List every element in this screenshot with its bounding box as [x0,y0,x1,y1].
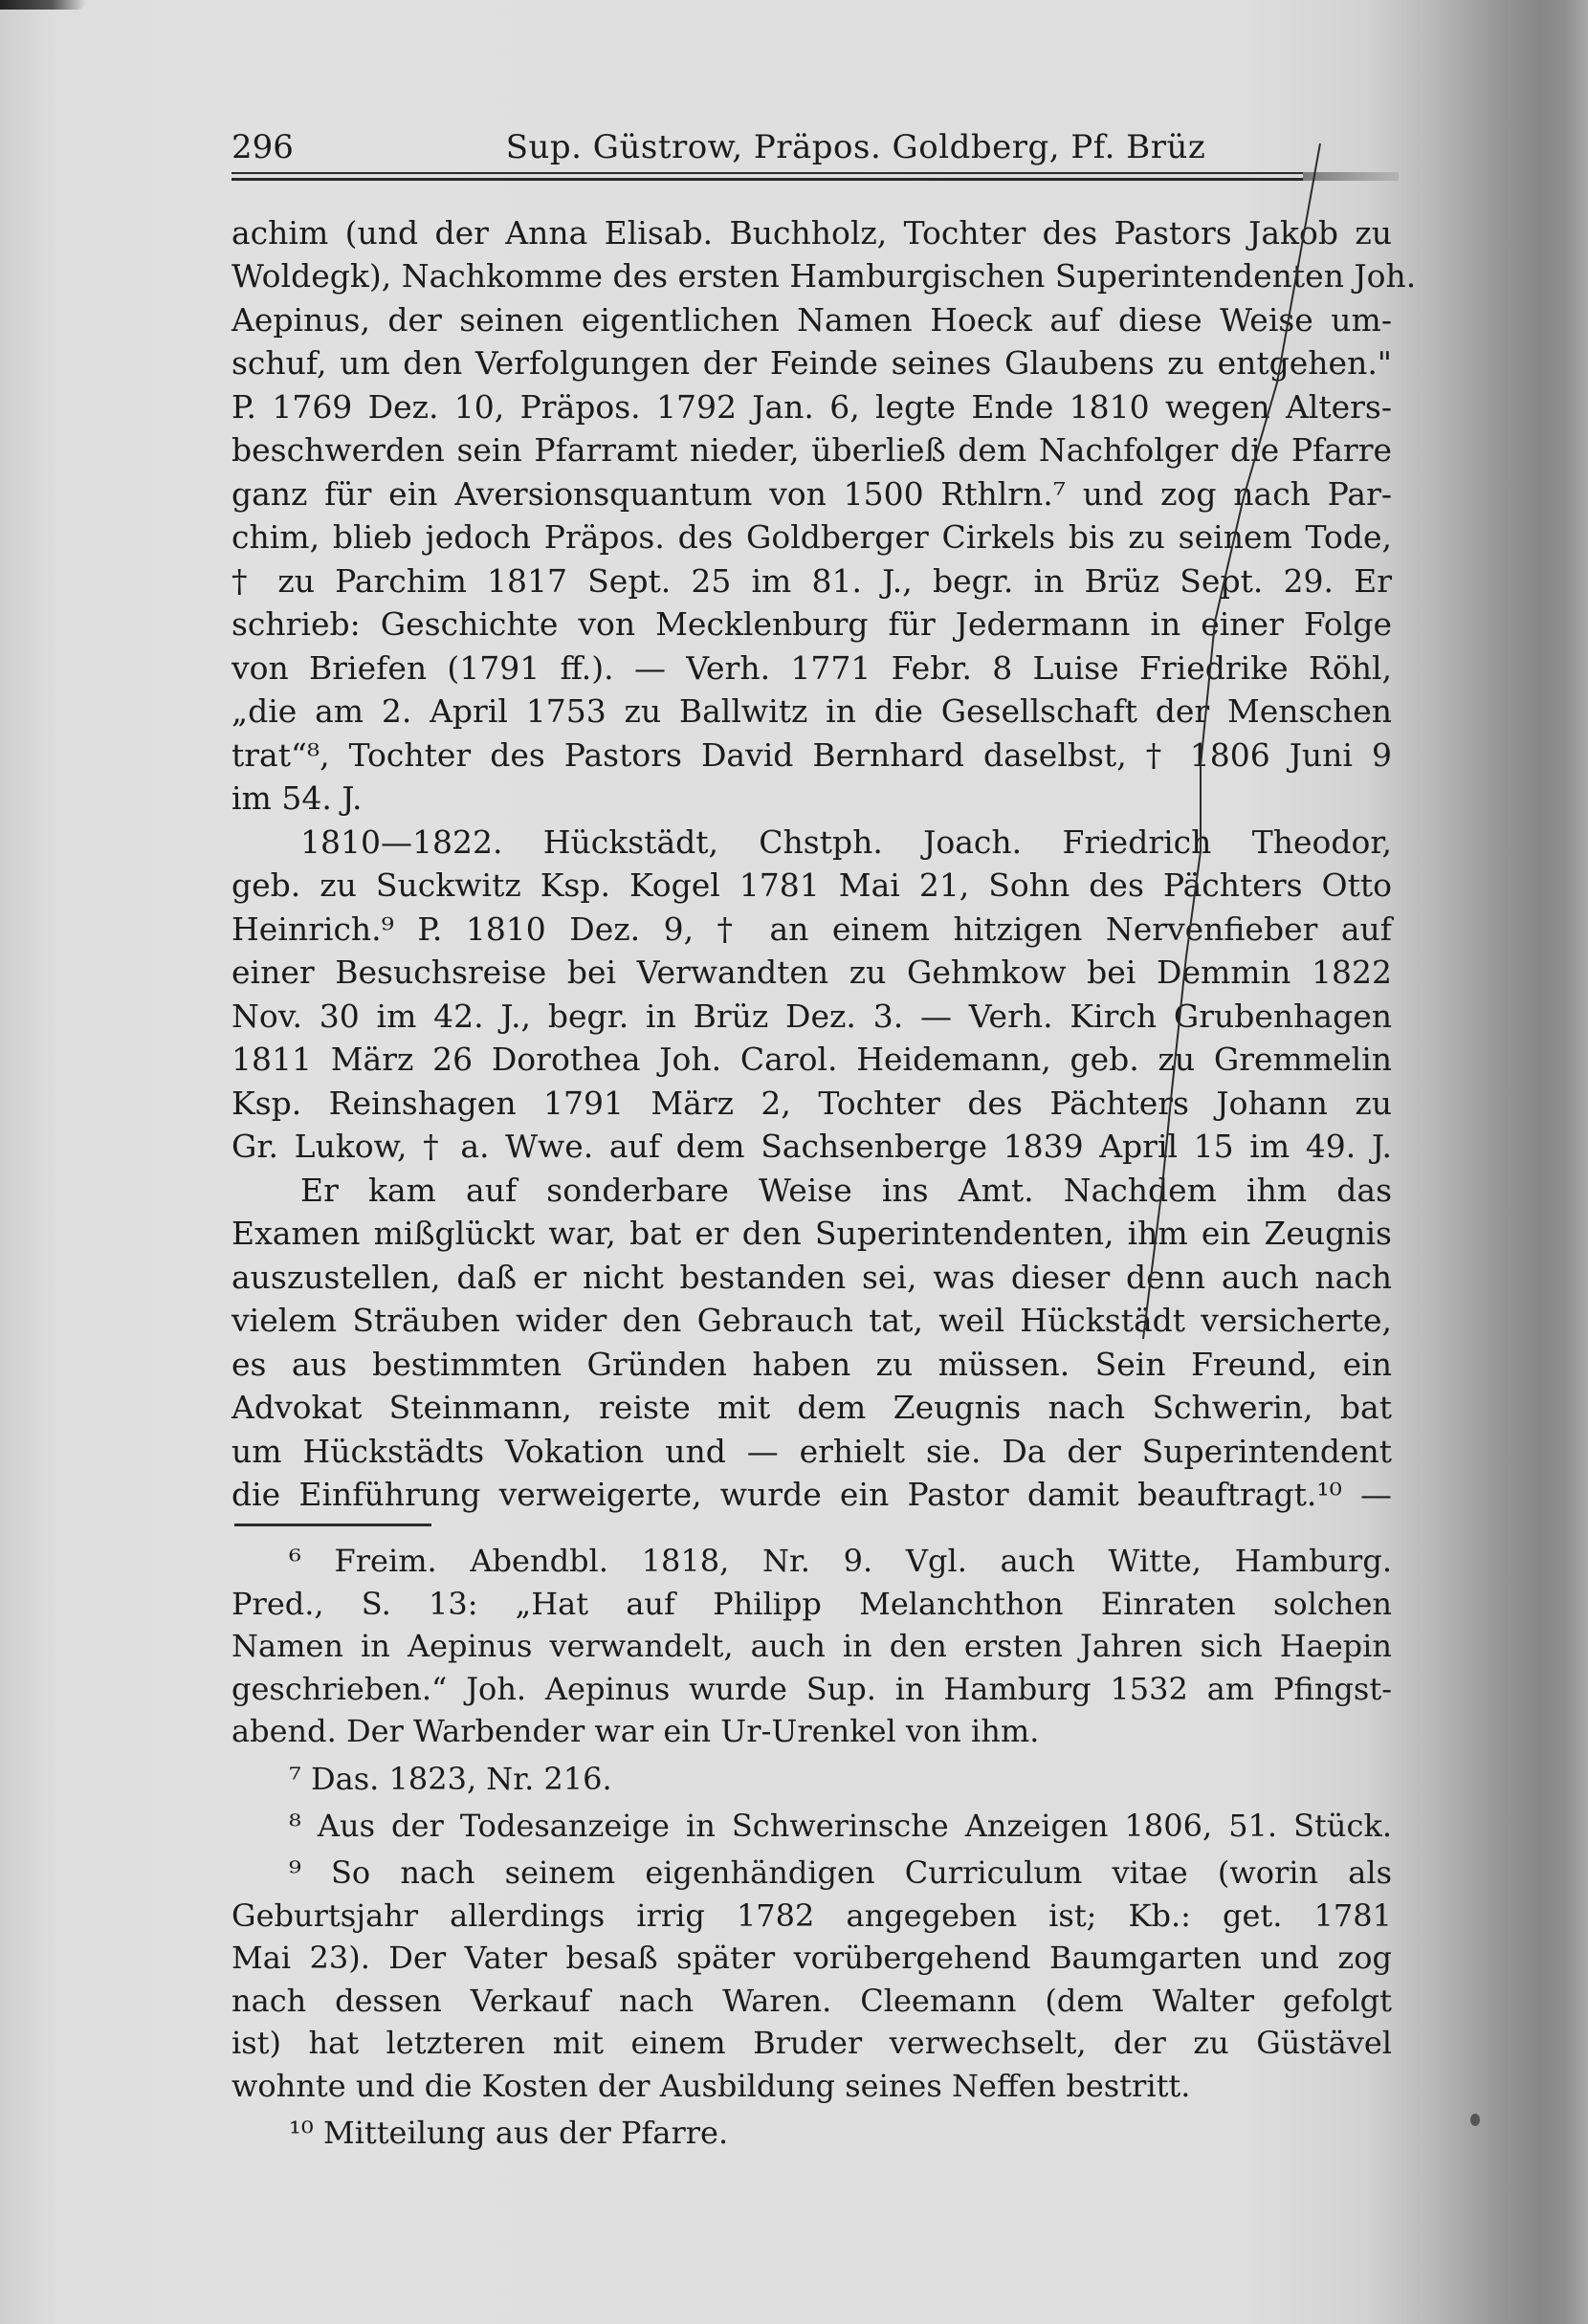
footnote-6: ⁶ Freim. Abendbl. 1818, Nr. 9. Vgl. auch Witte, Hamburg. [289,1543,1392,1579]
body-line: schuf, um den Verfolgungen der Feinde seines Glaubens zu entgehen." [232,344,1392,382]
body-line: Examen mißglückt war, bat er den Superintendenten, ihm ein Zeugnis [232,1215,1392,1252]
body-line: Er kam auf sonderbare Weise ins Amt. Nachdem ihm das [300,1172,1392,1209]
body-line: einer Besuchsreise bei Verwandten zu Gehmkow bei Demmin 1822 [232,954,1392,991]
body-line: schrieb: Geschichte von Mecklenburg für Jedermann in einer Folge [232,605,1392,643]
body-line: geb. zu Suckwitz Ksp. Kogel 1781 Mai 21, Sohn des Pächters Otto [232,866,1392,904]
body-line: chim, blieb jedoch Präpos. des Goldberger Cirkels bis zu seinem Tode, [232,518,1392,556]
body-line: Aepinus, der seinen eigentlichen Namen Hoeck auf diese Weise um- [232,301,1392,339]
body-line: „die am 2. April 1753 zu Ballwitz in die Gesellschaft der Menschen [232,692,1392,730]
footnote-9: ⁹ So nach seinem eigenhändigen Curriculum vitae (worin als [289,1854,1392,1891]
body-line: die Einführung verweigerte, wurde ein Pastor damit beauftragt.¹⁰ — [232,1476,1392,1513]
body-line: es aus bestimmten Gründen haben zu müssen. Sein Freund, ein [232,1346,1392,1383]
footnote-line: geschrieben.“ Joh. Aepinus wurde Sup. in Hamburg 1532 am Pfingst- [232,1671,1392,1707]
footnote-line: Pred., S. 13: „Hat auf Philipp Melanchthon Einraten solchen [232,1586,1392,1622]
body-line: Heinrich.⁹ P. 1810 Dez. 9, † an einem hitzigen Nervenfieber auf [232,910,1392,948]
footnote-7: ⁷ Das. 1823, Nr. 216. [289,1761,612,1797]
body-line: vielem Sträuben wider den Gebrauch tat, weil Hückstädt versicherte, [232,1302,1392,1339]
body-line: Gr. Lukow, † a. Wwe. auf dem Sachsenberge 1839 April 15 im 49. J. [232,1128,1392,1165]
running-head: Sup. Güstrow, Präpos. Goldberg, Pf. Brüz [505,128,1206,166]
body-line: trat“⁸, Tochter des Pastors David Bernhard daselbst, † 1806 Juni 9 [232,736,1392,774]
footnote-line: Geburtsjahr allerdings irrig 1782 angegeben ist; Kb.: get. 1781 [232,1897,1392,1934]
footnote-line: Mai 23). Der Vater besaß später vorübergehend Baumgarten und zog [232,1940,1392,1976]
body-line: von Briefen (1791 ff.). — Verh. 1771 Febr. 8 Luise Friedrike Röhl, [232,649,1392,687]
footnote-line: ist) hat letzteren mit einem Bruder verwechselt, der zu Güstävel [232,2025,1392,2061]
entry-heading-line: 1810—1822. Hückstädt, Chstph. Joach. Friedrich Theodor, [300,823,1392,861]
body-line: Advokat Steinmann, reiste mit dem Zeugnis nach Schwerin, bat [232,1389,1392,1426]
body-line: Woldegk), Nachkomme des ersten Hamburgischen Superintendenten Joh. [232,257,1417,295]
footnote-line: nach dessen Verkauf nach Waren. Cleemann (dem Walter gefolgt [232,1983,1392,2019]
body-line: Ksp. Reinshagen 1791 März 2, Tochter des Pächters Johann zu [232,1085,1392,1122]
body-line: auszustellen, daß er nicht bestanden sei, was dieser denn auch nach [232,1259,1392,1296]
body-line: um Hückstädts Vokation und — erhielt sie. Da der Superintendent [232,1433,1392,1470]
page-number: 296 [232,128,294,166]
body-line: beschwerden sein Pfarramt nieder, überließ dem Nachfolger die Pfarre [232,431,1392,469]
body-line: Nov. 30 im 42. J., begr. in Brüz Dez. 3. — Verh. Kirch Grubenhagen [232,998,1392,1035]
body-line: † zu Parchim 1817 Sept. 25 im 81. J., begr. in Brüz Sept. 29. Er [232,562,1392,600]
body-line: 1811 März 26 Dorothea Joh. Carol. Heidemann, geb. zu Gremmelin [232,1041,1392,1078]
footnote-line: abend. Der Warbender war ein Ur-Urenkel von ihm. [232,1713,1040,1749]
body-line: achim (und der Anna Elisab. Buchholz, Tochter des Pastors Jakob zu [232,214,1392,252]
footnote-10: ¹⁰ Mitteilung aus der Pfarre. [289,2115,729,2151]
footnote-8: ⁸ Aus der Todesanzeige in Schwerinsche Anzeigen 1806, 51. Stück. [289,1808,1392,1844]
footnote-line: wohnte und die Kosten der Ausbildung seines Neffen bestritt. [232,2068,1191,2104]
body-line: im 54. J. [232,779,363,817]
body-line: ganz für ein Aversionsquantum von 1500 Rthlrn.⁷ und zog nach Par- [232,475,1392,513]
footnote-line: Namen in Aepinus verwandelt, auch in den ersten Jahren sich Haepin [232,1628,1392,1664]
ink-dot [1470,2114,1480,2126]
body-line: P. 1769 Dez. 10, Präpos. 1792 Jan. 6, legte Ende 1810 wegen Alters- [232,388,1392,426]
